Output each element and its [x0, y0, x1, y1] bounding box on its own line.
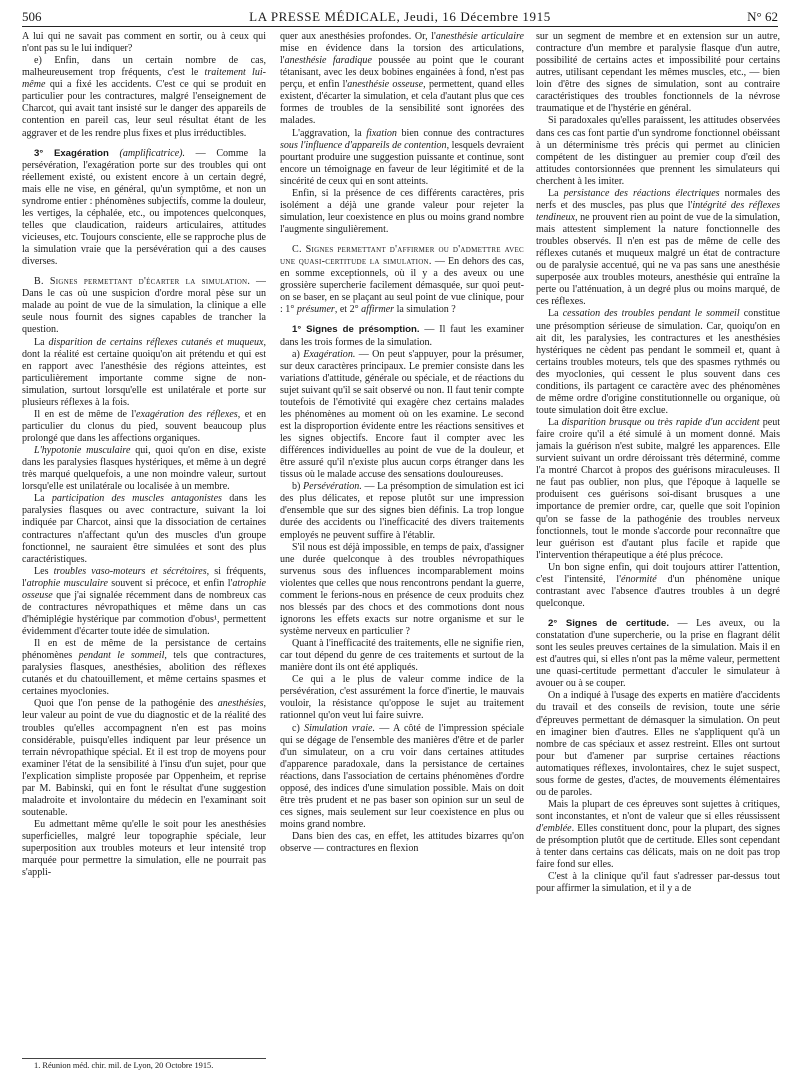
paragraph: La disparition brusque ou très rapide d'un accident peut faire croire qu'il a été simulé à un moment donné. Mais jamais la guérison n'est subite, malgré les apparences. Elle survient suivant un ordre déroissant très déterminé, comme l'a montré Charcot à propos des guérisons miraculeuses. Il ne faut pas oublier, non plus, que l'époque à laquelle se produisent ces guérisons soi-disant brusques a une importance de premier ordre, car, quelle que soit l'opinion qu'on se fasse de la pathogénie des troubles nerveux fonctionnels, tout le monde s'accorde pour reconnaître que leur guérison est d'autant plus facile et rapide que l'intervention thérapeutique a été plus précoce. [536, 417, 780, 561]
paragraph: La persistance des réactions électriques normales des nerfs et des muscles, pas plus que l'intégrité des réflexes tendineux, ne prouvent rien au point de vue de la simulation, mais attestent simplement la nature fonctionnelle des troubles observés. Il n'en est pas de même de celle des réflexes cutanés et muqueux malgré un état de contracture ou de paralysie accentué, qui ne va pas sans une anesthésie superposée aux troubles moteurs, anesthésie qui entraîne la perte ou l'atténuation, à un degré plus ou moins marqué, de ces réflexes. [536, 187, 780, 308]
section-presomption: 1° Signes de présomption. — Il faut les examiner dans les trois formes de la simulation. [280, 324, 524, 348]
paragraph: L'hypotonie musculaire qui, quoi qu'on en dise, existe dans les paralysies flasques hystériques, et même à un degré très marqué quelquefois, a une non moindre valeur, surtout lorsqu'elle est unilatérale ou localisée à un membre. [22, 445, 266, 493]
text-column-3 [536, 31, 780, 1071]
paragraph: Quoi que l'on pense de la pathogénie des anesthésies, leur valeur au point de vue du diagnostic et de la réalité des troubles qu'elles accompagnent n'en est pas moins considérable, puisqu'elles indiquent par leur présence un terrain névropathique spécial. Et il est trop de moyens pour examiner l'état de la sensibilité à l'insu d'un sujet, pour que l'explication simpliste proposée par Oppenheim, et reprise par M. Babinski, qui en font le résultat d'une suggestion maladroite et involontaire du médecin en l'examinant soit soutenable. [22, 698, 266, 818]
paragraph: On a indiqué à l'usage des experts en matière d'accidents du travail et des conseils de revision, toute une série d'épreuves permettant de démasquer la simulation. On peut en imaginer bien d'autres. Elles ne s'appliquent qu'à un nombre de cas spéciaux et assez restreint. Elles ont surtout pour but d'amener par surprise certaines réactions automatiques réflexes, involontaires, chez le sujet suspect, sous forme de gestes, d'actes, de mouvements élémentaires ou de paroles. [536, 690, 780, 798]
paragraph: Il en est de même de la persistance de certains phénomènes pendant le sommeil, tels que contractures, paralysies flasques, anesthésies, abolition des réflexes cutanés et du chatouillement, et même certains spasmes et certaines myoclonies. [22, 638, 266, 698]
paragraph: Il en est de même de l'exagération des réflexes, et en particulier du clonus du pied, souvent beaucoup plus prolongé que dans les affections organiques. [22, 408, 266, 444]
journal-title: LA PRESSE MÉDICALE, Jeudi, 16 Décembre 1915 [249, 9, 551, 24]
paragraph: a) Exagération. — On peut s'appuyer, pour la présumer, sur deux caractères principaux. Le premier consiste dans les variations d'attitude, générale ou spéciale, et de réactions du sujet suivant qu'il se sait observé ou non. Il faut tenir compte toutefois de l'émotivité qui exagère chez certains malades les phénomènes au moment où on les examine. Le second est la disproportion évidente entre les réactions sensitives et les signes objectifs. Encore faut il compter avec les différences individuelles au point de vue de la douleur, et être assuré qu'il n'existe plus aucun corps étranger dans les tissus où le malade accuse des sensations douloureuses. [280, 348, 524, 481]
text-column-2 [280, 31, 524, 1071]
paragraph: c) Simulation vraie. — A côté de l'impression spéciale qui se dégage de l'ensemble des manières d'être et de parler d'un simulateur, on a cru voir dans certaines attitudes d'apparence paradoxale, dans la persistance de certaines réactions, dans l'association de certains phénomènes d'ordre opposé, des indices d'une simulation possible. Mais on doit être très prudent et ne pas baser son opinion sur un seul de ces signes, mais seulement sur leur coexistence en plus ou moins grand nombre. [280, 722, 524, 830]
paragraph: quer aux anesthésies profondes. Or, l'anesthésie articulaire mise en évidence dans la torsion des articulations, l'anesthésie faradique poussée au point que le courant tétanisant, avec les deux bobines engainées à fond, n'est pas perçu, et enfin l'anesthésie osseuse, permettent, quand elles existent, d'écarter la simulation, et cela d'autant plus que ces formes de troubles de la sensibilité sont ignorées des malades. [280, 31, 524, 127]
paragraph: Enfin, si la présence de ces différents caractères, pris isolément a déjà une grande valeur pour rejeter la simulation, leur coexistence en plus ou moins grand nombre l'augmente singulièrement. [280, 187, 524, 235]
paragraph: S'il nous est déjà impossible, en temps de paix, d'assigner une durée quelconque à des troubles névropathiques survenus sous des influences incomparablement moins violentes que celles que nous rencontrons pendant la guerre, comment le ferions-nous en présence de ceux produits chez nos blessés par des chocs et des commotions dont nous ignorons les effets exacts sur notre organisme et sur le système nerveux en particulier ? [280, 541, 524, 637]
page-header [22, 6, 778, 27]
paragraph: C'est à la clinique qu'il faut s'adresser par-dessus tout pour affirmer la simulation, et il y a de [536, 871, 780, 895]
paragraph: Quant à l'inefficacité des traitements, elle ne signifie rien, car tout dépend du genre de ces traitements et surtout de la manière dont ils ont été appliqués. [280, 638, 524, 674]
paragraph: b) Persévération. — La présomption de simulation est ici des plus délicates, et repose plutôt sur une impression d'ensemble que sur des signes bien définis. La trop longue durée des accidents ou l'inefficacité des divers traitements employés ne peuvent suffire à l'établir. [280, 481, 524, 541]
paragraph: Ce qui a le plus de valeur comme indice de la persévération, c'est assurément la force d'inertie, le mauvais vouloir, la résistance qu'oppose le sujet au traitement rationnel qu'on veut lui faire suivre. [280, 674, 524, 722]
paragraph: Un bon signe enfin, qui doit toujours attirer l'attention, c'est l'intensité, l'énormité d'un phénomène unique contrastant avec l'absence d'autres troubles à un degré quelconque. [536, 561, 780, 609]
page-number: 506 [22, 9, 42, 24]
section-b-heading: B. Signes permettant d'écarter la simulation. — Dans le cas où une suspicion d'ordre moral pèse sur un malade au point de vue de la simulation, la clinique a elle seule nous fournit des signes capables de trancher la question. [22, 276, 266, 336]
paragraph: La cessation des troubles pendant le sommeil constitue une présomption sérieuse de simulation. Car, quoiqu'on en ait dit, les paralysies, les contractures et les anesthésies hystériques ne cèdent pas pendant le sommeil et, quant à certains troubles moteurs, tels que des spasmes rythmés ou des myoclonies, qui cessent le plus souvent dans ces conditions, ils partagent ce caractère avec des phénomènes de même ordre d'origine constitutionnelle ou organique, où toute simulation doit être exclue. [536, 308, 780, 416]
paragraph: Les troubles vaso-moteurs et sécrétoires, si fréquents, l'atrophie musculaire souvent si précoce, et enfin l'atrophie osseuse que j'ai signalée récemment dans de nombreux cas de contractures névropathiques et même dans un cas d'hémiplégie hystérique par commotion d'obus¹, permettent évidemment d'écarter toute idée de simulation. [22, 565, 266, 637]
paragraph: Dans bien des cas, en effet, les attitudes bizarres qu'on observe — contractures en flexion [280, 831, 524, 855]
paragraph: A lui qui ne savait pas comment en sortir, ou à ceux qui n'ont pas su le lui indiquer? [22, 31, 266, 55]
section-certitude: 2° Signes de certitude. — Les aveux, ou la constatation d'une supercherie, ou la prise en flagrant délit sont les seules preuves certaines de la simulation. Mais il en est d'autres qui, si elles n'ont pas la même valeur, permettent une quasi-certitude permettant d'acculer le simulateur à avouer ou à se couper. [536, 618, 780, 690]
section-exageration: 3° Exagération (amplificatrice). — Comme la persévération, l'exagération porte sur des troubles qui ont réellement existé, ou existent encore à un certain degré, mais elle ne vise, en général, qu'un symptôme, et non un syndrome entier : phénomènes subjectifs, comme la douleur, les vertiges, la céphalée, etc., ou impotences quelconques, telles que claudication, raideurs articulaires, attitudes vicieuses, etc. Toujours consciente, elle se rapproche plus de la simulation vraie que la persévération qui a des causes diverses. [22, 147, 266, 268]
paragraph: Eu admettant même qu'elle le soit pour les anesthésies superficielles, malgré leur topographie spéciale, leur superposition aux troubles moteurs et leur intensité trop marquée pour permettre la simulation, elle ne pourrait pas s'appli- [22, 819, 266, 879]
paragraph: L'aggravation, la fixation bien connue des contractures sous l'influence d'appareils de contention, lesquels devraient pourtant produire une suggestion puissante et continue, sont encore un témoignage en faveur de leur légitimité et de la sincérité de ceux qui en sont atteints. [280, 127, 524, 187]
section-c-heading: C. Signes permettant d'affirmer ou d'admettre avec une quasi-certitude la simulation. — En dehors des cas, en somme exceptionnels, où il y a des aveux ou une grossière supercherie facilement démasquée, sur quoi peut-on se baser, en se plaçant au seul point de vue clinique, pour : 1° présumer, et 2° affirmer la simulation ? [280, 244, 524, 316]
paragraph: e) Enfin, dans un certain nombre de cas, malheureusement trop fréquents, c'est le traitement lui-même qui a fixé les accidents. C'est ce qui se produit en particulier pour les contractures, malgré l'enseignement de Charcot, qui avait tant insisté sur le danger des appareils de contention en pareil cas, leur seul résultat étant de les aggraver et de les rendre plus fixes et plus irréductibles. [22, 55, 266, 139]
paragraph: La participation des muscles antagonistes dans les paralysies flasques ou avec contracture, suivant la loi indiquée par Charcot, ainsi que la dissociation de certaines contractures n'affectant qu'un des muscles d'un groupe fonctionnel, ne sauraient être simulées et sont des plus caractéristiques. [22, 493, 266, 565]
footnote: 1. Réunion méd. chir. mil. de Lyon, 20 Octobre 1915. [22, 1058, 266, 1070]
issue-number: N° 62 [747, 9, 778, 24]
paragraph: Si paradoxales qu'elles paraissent, les attitudes observées dans ces cas font partie d'un syndrome fonctionnel obéissant à un déterminisme très précis qui permet au clinicien compétent de les distinguer au premier coup d'œil des attitudes contorsionnées que prennent les simulateurs qui cherchent à les imiter. [536, 115, 780, 187]
text-column-1 [22, 31, 266, 1071]
paragraph: sur un segment de membre et en extension sur un autre, contracture d'un membre et paralysie flasque d'un autre, possibilité de certains actes et impossibilité pour certains autres, utilisant cependant les mêmes muscles, etc., — bien loin d'être des signes de simulation, sont au contraire caractéristiques des troubles fonctionnels de la névrose traumatique et de l'hystérie en général. [536, 31, 780, 115]
paragraph: Mais la plupart de ces épreuves sont sujettes à critiques, sont inconstantes, et n'ont de valeur que si elles réussissent d'emblée. Elles constituent donc, pour la plupart, des signes de présomption plutôt que de certitude. Elles sont cependant à tenter dans certains cas délicats, mais on ne doit pas trop faire fond sur elles. [536, 798, 780, 871]
paragraph: La disparition de certains réflexes cutanés et muqueux, dont la réalité est certaine quoiqu'on ait prétendu et qui est en rapport avec l'anesthésie des régions atteintes, est particulièrement importante comme signe de non-simulation, surtout lorsqu'elle est unilatérale et porte sur plusieurs réflexes à la fois. [22, 336, 266, 408]
